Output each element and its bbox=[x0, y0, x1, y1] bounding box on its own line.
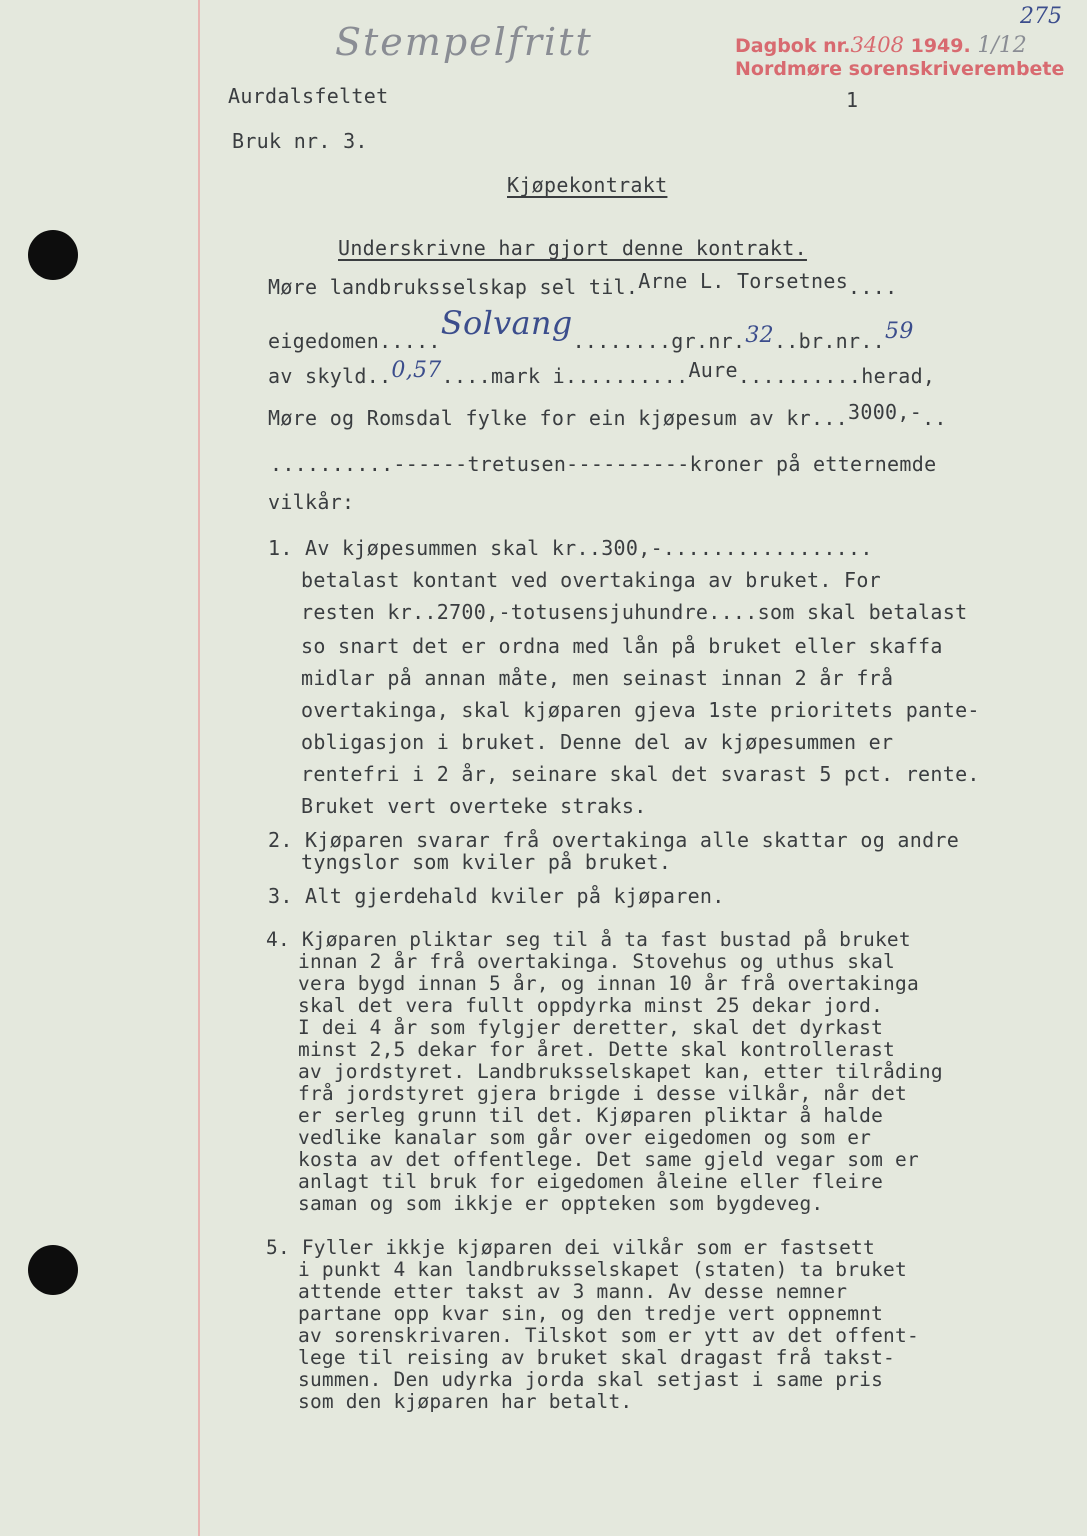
property-line bbox=[268, 304, 914, 356]
clause-5-line: lege til reising av bruket skal dragast frå takst- bbox=[298, 1346, 895, 1369]
clause-1-line: midlar på annan måte, men seinast innan 2 år frå bbox=[301, 666, 894, 690]
clause-4-line: minst 2,5 dekar for året. Dette skal kontrollerast bbox=[298, 1038, 895, 1061]
clause-1-line: Bruket vert overteke straks. bbox=[301, 794, 647, 818]
skyld-line bbox=[268, 358, 936, 389]
clause-1-line: betalast kontant ved overtakinga av bruket. For bbox=[301, 568, 882, 592]
document-subtitle: Underskrivne har gjort denne kontrakt. bbox=[338, 236, 807, 260]
page-number: 275 bbox=[1020, 4, 1062, 29]
red-margin-line bbox=[198, 0, 200, 1536]
clause-5-line: av sorenskrivaren. Tilskot som er ytt av det offent- bbox=[298, 1324, 919, 1347]
clause-5-line: summen. Den udyrka jorda skal setjast i same pris bbox=[298, 1368, 884, 1391]
stamp-prefix: Dagbok nr. bbox=[735, 35, 851, 57]
price-prefix: Møre og Romsdal fylke for ein kjøpesum av kr... bbox=[268, 406, 849, 430]
diary-stamp-line2: Nordmøre sorenskriverembete bbox=[735, 58, 1065, 80]
clause-1-line: so snart det er ordna med lån på bruket eller skaffa bbox=[301, 634, 943, 658]
herad-name: Aure bbox=[688, 358, 738, 382]
clause-4-line: frå jordstyret gjera brigde i desse vilkår, når det bbox=[298, 1082, 907, 1105]
stamp-date: 1/12 bbox=[977, 33, 1027, 58]
clause-4-line: er serleg grunn til det. Kjøparen pliktar å halde bbox=[298, 1104, 884, 1127]
clause-3-line: 3. Alt gjerdehald kviler på kjøparen. bbox=[268, 884, 725, 908]
skyld-prefix: av skyld.. bbox=[268, 364, 392, 388]
punch-hole-bottom bbox=[28, 1245, 78, 1295]
skyld-value: 0,57 bbox=[391, 358, 442, 383]
clause-4-line: innan 2 år frå overtakinga. Stovehus og uthus skal bbox=[298, 950, 895, 973]
gr-number: 32 bbox=[745, 323, 774, 348]
clause-4-line: vedlike kanalar som går over eigedomen og som er bbox=[298, 1126, 872, 1149]
bruk-number: Bruk nr. 3. bbox=[232, 129, 368, 153]
clause-4-line: anlagt til bruk for eigedomen åleine eller fleire bbox=[298, 1170, 884, 1193]
buyer-name: Arne L. Torsetnes bbox=[638, 269, 849, 293]
clause-2-line: tyngslor som kviler på bruket. bbox=[301, 850, 672, 874]
clause-4-line: 4. Kjøparen pliktar seg til å ta fast bustad på bruket bbox=[266, 928, 911, 951]
clause-1-line: resten kr..2700,-totusensjuhundre....som skal betalast bbox=[301, 600, 968, 624]
stamp-year: 1949. bbox=[910, 35, 971, 57]
diary-stamp-line1 bbox=[735, 33, 1027, 58]
clause-5-line: i punkt 4 kan landbruksselskapet (staten) ta bruket bbox=[298, 1258, 907, 1281]
punch-hole-top bbox=[28, 230, 78, 280]
br-number: 59 bbox=[885, 319, 914, 344]
clause-4-line: skal det vera fullt oppdyrka minst 25 dekar jord. bbox=[298, 994, 884, 1017]
clause-1-line: rentefri i 2 år, seinare skal det svarast 5 pct. rente. bbox=[301, 762, 980, 786]
handwritten-title: Stempelfritt bbox=[335, 20, 593, 64]
price-suffix: .. bbox=[922, 406, 947, 430]
document-title: Kjøpekontrakt bbox=[507, 173, 668, 197]
clause-4-line: vera bygd innan 5 år, og innan 10 år frå overtakinga bbox=[298, 972, 919, 995]
page-marker: 1 bbox=[846, 88, 859, 112]
conditions-label: vilkår: bbox=[268, 490, 355, 514]
clause-4-line: I dei 4 år som fylgjer deretter, skal det dyrkast bbox=[298, 1016, 884, 1039]
clause-2-line: 2. Kjøparen svarar frå overtakinga alle skattar og andre bbox=[268, 828, 960, 852]
price-words-line: ..........------tretusen----------kroner på etternemde bbox=[270, 452, 937, 476]
seller-prefix: Møre landbruksselskap sel til. bbox=[268, 275, 639, 299]
area-name: Aurdalsfeltet bbox=[228, 84, 389, 108]
purchase-price: 3000,- bbox=[848, 400, 923, 424]
stamp-number: 3408 bbox=[850, 33, 904, 57]
clause-5-line: 5. Fyller ikkje kjøparen dei vilkår som er fastsett bbox=[266, 1236, 875, 1259]
clause-5-line: attende etter takst av 3 mann. Av desse nemner bbox=[298, 1280, 848, 1303]
clause-4-line: kosta av det offentlege. Det same gjeld vegar som er bbox=[298, 1148, 919, 1171]
property-br: ..br.nr.. bbox=[773, 329, 886, 353]
seller-line bbox=[268, 269, 898, 299]
clause-4-line: saman og som ikkje er oppteken som bygdeveg. bbox=[298, 1192, 824, 1215]
price-line bbox=[268, 400, 947, 430]
clause-5-line: partane opp kvar sin, og den tredje vert oppnemnt bbox=[298, 1302, 884, 1325]
clause-1-line: 1. Av kjøpesummen skal kr..300,-................. bbox=[268, 536, 873, 560]
clause-1-line: overtakinga, skal kjøparen gjeva 1ste prioritets pante- bbox=[301, 698, 980, 722]
property-prefix: eigedomen..... bbox=[268, 329, 441, 353]
clause-4-line: av jordstyret. Landbruksselskapet kan, etter tilråding bbox=[298, 1060, 943, 1083]
clause-5-line: som den kjøparen har betalt. bbox=[298, 1390, 633, 1413]
property-name: Solvang bbox=[440, 304, 573, 342]
clause-1-line: obligasjon i bruket. Denne del av kjøpesummen er bbox=[301, 730, 894, 754]
property-mid: ........gr.nr. bbox=[572, 329, 746, 353]
skyld-mid: ....mark i.......... bbox=[441, 364, 689, 388]
seller-suffix: .... bbox=[848, 275, 898, 299]
skyld-suffix: ..........herad, bbox=[737, 364, 936, 388]
